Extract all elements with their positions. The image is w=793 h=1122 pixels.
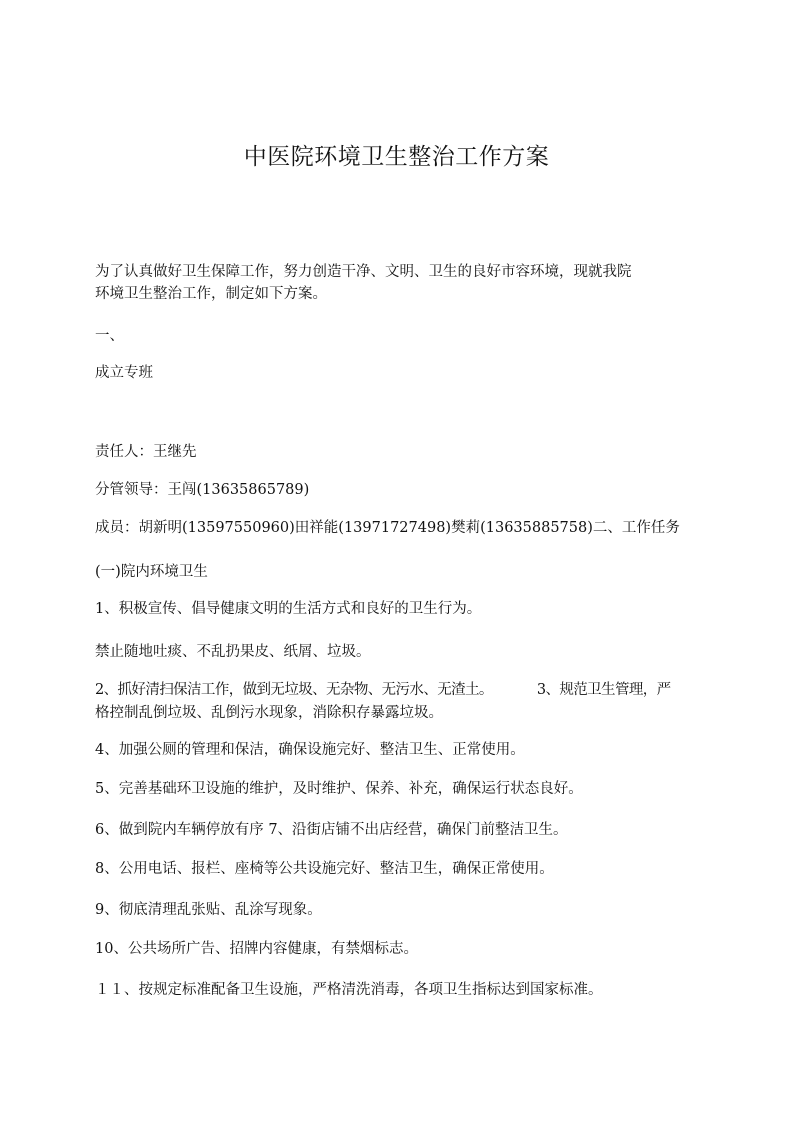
item-4: 4、加强公厕的管理和保洁，确保设施完好、整洁卫生、正常使用。: [95, 742, 525, 758]
item-3-continued: 格控制乱倒垃圾、乱倒污水现象，消除积存暴露垃圾。: [95, 705, 443, 721]
subsection-title: (一)院内环境卫生: [95, 564, 208, 580]
item-10: 10、公共场所广告、招牌内容健康，有禁烟标志。: [95, 941, 418, 957]
item-1-continued: 禁止随地吐痰、不乱扔果皮、纸屑、垃圾。: [95, 644, 371, 660]
item-2-3-line: [95, 679, 707, 701]
responsible-person: 责任人：王继先: [95, 444, 197, 460]
item-5: 5、完善基础环卫设施的维护，及时维护、保养、补充，确保运行状态良好。: [95, 781, 583, 797]
intro-line-2: 环境卫生整治工作，制定如下方案。: [95, 286, 327, 302]
item-6-7: 6、做到院内车辆停放有序 7、沿街店铺不出店经营，确保门前整洁卫生。: [95, 822, 568, 838]
document-title: 中医院环境卫生整治工作方案: [243, 144, 550, 170]
item-8: 8、公用电话、报栏、座椅等公共设施完好、整洁卫生，确保正常使用。: [95, 861, 554, 877]
item-3: 3、规范卫生管理，严: [536, 682, 671, 698]
section-1-number: 一、: [95, 328, 124, 344]
item-9: 9、彻底清理乱张贴、乱涂写现象。: [95, 902, 322, 918]
item-1: 1、积极宣传、倡导健康文明的生活方式和良好的卫生行为。: [95, 601, 482, 617]
members-line: 成员：胡新明(13597550960)田祥能(13971727498)樊莉(13635885758)二、工作任务: [95, 520, 680, 536]
intro-line-1: 为了认真做好卫生保障工作，努力创造干净、文明、卫生的良好市容环境，现就我院: [95, 264, 632, 280]
leader-line: 分管领导：王闯(13635865789): [95, 482, 310, 498]
section-1-title: 成立专班: [95, 365, 153, 381]
item-2: 2、抓好清扫保洁工作，做到无垃圾、无杂物、无污水、无渣土。: [95, 682, 493, 698]
item-11: １１、按规定标准配备卫生设施，严格清洗消毒，各项卫生指标达到国家标准。: [95, 982, 603, 998]
